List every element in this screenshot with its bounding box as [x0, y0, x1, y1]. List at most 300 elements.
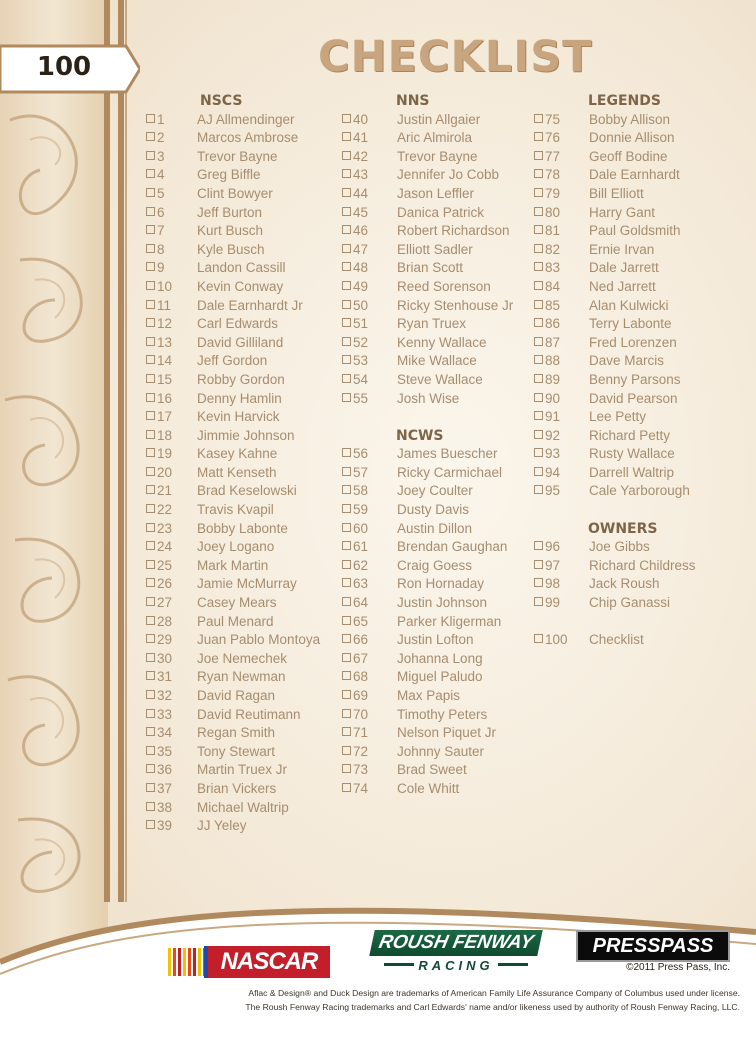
checkbox-icon: [342, 727, 351, 736]
item-number: 46: [353, 223, 369, 239]
checkbox-icon: [534, 541, 543, 550]
checkbox-icon: [342, 300, 351, 309]
checklist-item: [336, 761, 531, 780]
item-number: 52: [353, 334, 369, 350]
item-number: 14: [157, 353, 173, 369]
checklist-item: [528, 111, 723, 130]
checklist-item: [528, 408, 723, 427]
driver-name: Elliott Sadler: [397, 241, 473, 257]
checkbox-icon: [342, 244, 351, 253]
item-number: 96: [545, 539, 561, 555]
driver-name: Jeff Gordon: [197, 353, 268, 369]
checkbox-icon: [342, 690, 351, 699]
checkbox-icon: [342, 560, 351, 569]
checklist-item: [528, 185, 723, 204]
checklist-item: [140, 482, 335, 501]
section-heading: LEGENDS: [588, 93, 661, 109]
checklist-item: [528, 390, 723, 409]
driver-name: Ricky Stenhouse Jr: [397, 297, 514, 313]
item-number: 27: [157, 595, 173, 611]
driver-name: Kurt Busch: [197, 223, 264, 239]
press-pass-logo-text: PRESSPASS: [576, 930, 730, 962]
item-number: 44: [353, 185, 369, 201]
checklist-item: [140, 761, 335, 780]
driver-name: Casey Mears: [197, 595, 277, 611]
checkbox-icon: [534, 262, 543, 271]
checkbox-icon: [534, 300, 543, 309]
driver-name: Max Papis: [397, 688, 461, 703]
checkbox-icon: [534, 244, 543, 253]
item-number: 87: [545, 334, 561, 350]
checkbox-icon: [342, 448, 351, 457]
driver-name: Harry Gant: [589, 204, 656, 220]
checklist-item: [140, 706, 335, 725]
checklist-item: [140, 334, 335, 353]
item-number: 95: [545, 483, 561, 499]
driver-name: Terry Labonte: [589, 316, 672, 332]
item-number: 2: [157, 130, 165, 146]
driver-name: Brian Scott: [397, 260, 464, 276]
checkbox-icon: [146, 318, 155, 327]
item-number: 9: [157, 260, 165, 276]
driver-name: Cale Yarborough: [589, 483, 690, 499]
checkbox-icon: [146, 281, 155, 290]
section-gap: [528, 501, 723, 520]
checklist-item: [140, 594, 335, 613]
checklist-item: [140, 724, 335, 743]
driver-name: Carl Edwards: [197, 316, 279, 332]
item-number: 50: [353, 297, 369, 313]
item-number: 38: [157, 799, 173, 815]
checklist-item: [336, 575, 531, 594]
item-number: 6: [157, 204, 165, 220]
item-number: 31: [157, 669, 173, 685]
item-number: 19: [157, 446, 173, 462]
checklist-column: [140, 92, 335, 836]
checkbox-icon: [146, 151, 155, 160]
item-number: 81: [545, 223, 561, 239]
checklist-item: [336, 352, 531, 371]
driver-name: Kevin Conway: [197, 278, 284, 294]
checklist-item: [528, 631, 723, 650]
checkbox-icon: [342, 541, 351, 550]
driver-name: Robert Richardson: [397, 223, 510, 239]
checklist-item: [528, 315, 723, 334]
checklist-item: [140, 408, 335, 427]
checklist-item: [336, 780, 531, 799]
checklist-item: [528, 222, 723, 241]
item-number: 73: [353, 762, 369, 778]
item-number: 60: [353, 520, 369, 536]
checklist-item: [140, 668, 335, 687]
checkbox-icon: [146, 709, 155, 718]
driver-name: Trevor Bayne: [197, 148, 278, 164]
item-number: 7: [157, 223, 165, 239]
driver-name: Jason Leffler: [397, 185, 475, 201]
item-number: 85: [545, 297, 561, 313]
item-number: 49: [353, 278, 369, 294]
checkbox-icon: [342, 374, 351, 383]
checkbox-icon: [534, 485, 543, 494]
checklist-item: [140, 111, 335, 130]
item-number: 83: [545, 260, 561, 276]
driver-name: Kasey Kahne: [197, 446, 278, 462]
checklist-item: [336, 445, 531, 464]
checkbox-icon: [146, 300, 155, 309]
driver-name: Richard Childress: [589, 557, 696, 573]
checklist-item: [528, 297, 723, 316]
item-number: 56: [353, 446, 369, 462]
driver-name: Justin Johnson: [397, 595, 488, 611]
checklist-item: [336, 148, 531, 167]
driver-name: Richard Petty: [589, 427, 671, 443]
press-pass-logo: [576, 930, 730, 978]
checklist-item: [140, 390, 335, 409]
checkbox-icon: [146, 262, 155, 271]
checkbox-icon: [342, 634, 351, 643]
checklist-item: [528, 241, 723, 260]
driver-name: Ned Jarrett: [589, 278, 656, 294]
item-number: 72: [353, 743, 369, 759]
checkbox-icon: [534, 132, 543, 141]
item-number: 93: [545, 446, 561, 462]
checklist-item: [140, 297, 335, 316]
checkbox-icon: [342, 188, 351, 197]
checklist-item: [336, 650, 531, 669]
checklist-item: [336, 222, 531, 241]
checklist-item: [140, 185, 335, 204]
driver-name: Justin Allgaier: [397, 111, 481, 127]
driver-name: Nelson Piquet Jr: [397, 725, 497, 741]
checkbox-icon: [342, 169, 351, 178]
checkbox-icon: [534, 151, 543, 160]
scroll-ornament-icon: [0, 0, 108, 1052]
driver-name: Jack Roush: [589, 576, 660, 592]
legal-text: [150, 986, 740, 1014]
checkbox-icon: [534, 560, 543, 569]
section-heading: NSCS: [200, 93, 243, 109]
checkbox-icon: [146, 355, 155, 364]
driver-name: Michael Waltrip: [197, 799, 289, 815]
checklist-item: [140, 129, 335, 148]
checklist-item: [140, 148, 335, 167]
item-number: 8: [157, 241, 165, 257]
item-number: 94: [545, 464, 561, 480]
checklist-item: [336, 594, 531, 613]
driver-name: Reed Sorenson: [397, 278, 491, 294]
nascar-stripes-icon: [168, 948, 206, 976]
checklist-item: [336, 111, 531, 130]
checkbox-icon: [342, 671, 351, 680]
item-number: 58: [353, 483, 369, 499]
checklist-item: [528, 445, 723, 464]
driver-name: David Reutimann: [197, 706, 301, 722]
checklist-item: [336, 204, 531, 223]
driver-name: Brad Sweet: [397, 762, 467, 778]
checklist-item: [140, 650, 335, 669]
checklist-item: [528, 334, 723, 353]
item-number: 65: [353, 613, 369, 629]
roush-fenway-logo: [372, 930, 540, 976]
driver-name: Mike Wallace: [397, 353, 477, 369]
item-number: 92: [545, 427, 561, 443]
driver-name: Joey Logano: [197, 539, 275, 555]
driver-name: Kenny Wallace: [397, 334, 487, 350]
checkbox-icon: [146, 727, 155, 736]
driver-name: Kyle Busch: [197, 241, 265, 257]
checkbox-icon: [342, 281, 351, 290]
driver-name: Jamie McMurray: [197, 576, 297, 592]
section-heading: NNS: [396, 93, 430, 109]
driver-name: Donnie Allison: [589, 130, 675, 146]
checkbox-icon: [146, 374, 155, 383]
checkbox-icon: [146, 616, 155, 625]
checkbox-icon: [342, 151, 351, 160]
checkbox-icon: [342, 207, 351, 216]
checklist-item: [140, 427, 335, 446]
checklist-item: [140, 557, 335, 576]
driver-name: Aric Almirola: [397, 130, 473, 146]
driver-name: Brad Keselowski: [197, 483, 297, 499]
roush-fenway-logo-text: ROUSH FENWAY: [369, 930, 543, 956]
driver-name: Josh Wise: [397, 390, 460, 406]
driver-name: Brendan Gaughan: [397, 539, 508, 555]
item-number: 25: [157, 557, 173, 573]
item-number: 68: [353, 669, 369, 685]
checkbox-icon: [146, 634, 155, 643]
item-number: 88: [545, 353, 561, 369]
item-number: 84: [545, 278, 561, 294]
item-number: 62: [353, 557, 369, 573]
item-number: 28: [157, 613, 173, 629]
item-number: 12: [157, 316, 173, 332]
checkbox-icon: [534, 225, 543, 234]
item-number: 36: [157, 762, 173, 778]
nascar-logo-text: NASCAR: [204, 946, 330, 978]
driver-name: Ernie Irvan: [589, 241, 655, 257]
checklist-item: [336, 706, 531, 725]
driver-name: Paul Menard: [197, 613, 274, 629]
driver-name: Bill Elliott: [589, 185, 644, 201]
checkbox-icon: [342, 523, 351, 532]
checkbox-icon: [146, 560, 155, 569]
driver-name: Rusty Wallace: [589, 446, 675, 462]
checklist-item: [140, 501, 335, 520]
checkbox-icon: [146, 690, 155, 699]
frame-rule: [125, 0, 127, 902]
checklist-item: [528, 166, 723, 185]
checkbox-icon: [146, 671, 155, 680]
checklist-item: [140, 743, 335, 762]
checkbox-icon: [342, 709, 351, 718]
checklist-item: [336, 613, 531, 632]
driver-name: Bobby Allison: [589, 111, 671, 127]
checkbox-icon: [342, 114, 351, 123]
driver-name: Johnny Sauter: [397, 743, 485, 759]
checkbox-icon: [342, 225, 351, 234]
checklist-item: [336, 557, 531, 576]
item-number: 47: [353, 241, 369, 257]
checkbox-icon: [534, 355, 543, 364]
checkbox-icon: [534, 578, 543, 587]
checkbox-icon: [534, 467, 543, 476]
checklist-item: [336, 297, 531, 316]
item-number: 13: [157, 334, 173, 350]
driver-name: AJ Allmendinger: [197, 111, 295, 127]
driver-name: Ron Hornaday: [397, 576, 485, 592]
checklist-item: [336, 259, 531, 278]
checkbox-icon: [534, 430, 543, 439]
checklist-item: [140, 445, 335, 464]
checkbox-icon: [146, 114, 155, 123]
driver-name: Cole Whitt: [397, 780, 460, 796]
driver-name: Lee Petty: [589, 409, 647, 425]
driver-name: Alan Kulwicki: [589, 297, 669, 313]
checkbox-icon: [342, 764, 351, 773]
page-title: CHECKLIST: [318, 32, 593, 82]
checkbox-icon: [146, 653, 155, 662]
checkbox-icon: [534, 597, 543, 606]
item-number: 23: [157, 520, 173, 536]
item-number: 37: [157, 780, 173, 796]
item-number: 90: [545, 390, 561, 406]
checkbox-icon: [534, 374, 543, 383]
checkbox-icon: [146, 802, 155, 811]
driver-name: Denny Hamlin: [197, 390, 282, 406]
legal-line: The Roush Fenway Racing trademarks and Carl Edwards' name and/or likeness used by authority of Roush Fenway Racing, LLC.: [245, 1002, 740, 1012]
item-number: 53: [353, 353, 369, 369]
driver-name: Dale Earnhardt Jr: [197, 297, 303, 313]
checkbox-icon: [146, 448, 155, 457]
checklist-item: [528, 371, 723, 390]
checkbox-icon: [534, 411, 543, 420]
item-number: 51: [353, 316, 369, 332]
checkbox-icon: [342, 653, 351, 662]
checklist-item: [528, 278, 723, 297]
checklist-item: [336, 501, 531, 520]
checklist-column: [528, 92, 723, 650]
checkbox-icon: [146, 430, 155, 439]
item-number: 100: [545, 632, 568, 648]
item-number: 20: [157, 464, 173, 480]
driver-name: Dave Marcis: [589, 353, 665, 369]
item-number: 29: [157, 632, 173, 648]
checkbox-icon: [534, 281, 543, 290]
item-number: 35: [157, 743, 173, 759]
checkbox-icon: [146, 169, 155, 178]
item-number: 69: [353, 688, 369, 703]
checkbox-icon: [146, 597, 155, 606]
checklist-item: [336, 241, 531, 260]
checklist-item: [528, 148, 723, 167]
driver-name: Justin Lofton: [397, 632, 474, 648]
item-number: 33: [157, 706, 173, 722]
item-number: 70: [353, 706, 369, 722]
checklist-item: [528, 594, 723, 613]
checkbox-icon: [534, 207, 543, 216]
driver-name: Joe Gibbs: [589, 539, 650, 555]
item-number: 74: [353, 780, 369, 796]
item-number: 1: [157, 111, 165, 127]
driver-name: Trevor Bayne: [397, 148, 478, 164]
checkbox-icon: [342, 355, 351, 364]
section-heading: OWNERS: [588, 520, 658, 537]
checklist-item: [336, 278, 531, 297]
checklist-item: [140, 575, 335, 594]
checkbox-icon: [146, 541, 155, 550]
frame-rule: [118, 0, 124, 902]
item-number: 26: [157, 576, 173, 592]
item-number: 54: [353, 371, 369, 387]
checklist-item: [140, 241, 335, 260]
card-number-tab: [0, 44, 140, 94]
item-number: 16: [157, 390, 173, 406]
item-number: 57: [353, 464, 369, 480]
driver-name: Travis Kvapil: [197, 502, 274, 518]
checkbox-icon: [146, 244, 155, 253]
driver-name: JJ Yeley: [197, 818, 247, 834]
item-number: 43: [353, 167, 369, 183]
item-number: 99: [545, 595, 561, 611]
checkbox-icon: [534, 634, 543, 643]
checklist-item: [528, 129, 723, 148]
checklist-item: [336, 129, 531, 148]
item-number: 3: [157, 148, 165, 164]
checkbox-icon: [534, 114, 543, 123]
checklist-item: [528, 464, 723, 483]
driver-name: Kevin Harvick: [197, 409, 280, 425]
driver-name: Marcos Ambrose: [197, 130, 299, 146]
driver-name: Regan Smith: [197, 725, 276, 741]
nascar-logo: [168, 946, 326, 978]
checkbox-icon: [342, 318, 351, 327]
item-number: 10: [157, 278, 173, 294]
item-number: 48: [353, 260, 369, 276]
checklist-item: [140, 278, 335, 297]
checklist-item: [336, 315, 531, 334]
driver-name: Martin Truex Jr: [197, 762, 288, 778]
driver-name: Dale Jarrett: [589, 260, 659, 276]
checkbox-icon: [146, 746, 155, 755]
driver-name: Parker Kligerman: [397, 613, 502, 629]
checklist-item: [140, 259, 335, 278]
copyright-text: ©2011 Press Pass, Inc.: [626, 962, 730, 973]
checkbox-icon: [342, 262, 351, 271]
checkbox-icon: [146, 188, 155, 197]
item-number: 97: [545, 557, 561, 573]
section-gap: [528, 613, 723, 632]
driver-name: Mark Martin: [197, 557, 269, 573]
checkbox-icon: [342, 393, 351, 402]
checklist-item: [336, 464, 531, 483]
checkbox-icon: [342, 578, 351, 587]
checkbox-icon: [146, 764, 155, 773]
checklist-column: [336, 92, 531, 799]
checklist-item: [140, 222, 335, 241]
item-number: 5: [157, 185, 165, 201]
checklist-item: [336, 538, 531, 557]
checklist-item: [140, 613, 335, 632]
checklist-item: [140, 352, 335, 371]
driver-name: Dale Earnhardt: [589, 167, 680, 183]
checkbox-icon: [342, 467, 351, 476]
checklist-item: [336, 631, 531, 650]
item-number: 18: [157, 427, 173, 443]
checklist-item: [336, 743, 531, 762]
checklist-item: [336, 687, 531, 706]
checkbox-icon: [146, 820, 155, 829]
checklist-item: [140, 799, 335, 818]
